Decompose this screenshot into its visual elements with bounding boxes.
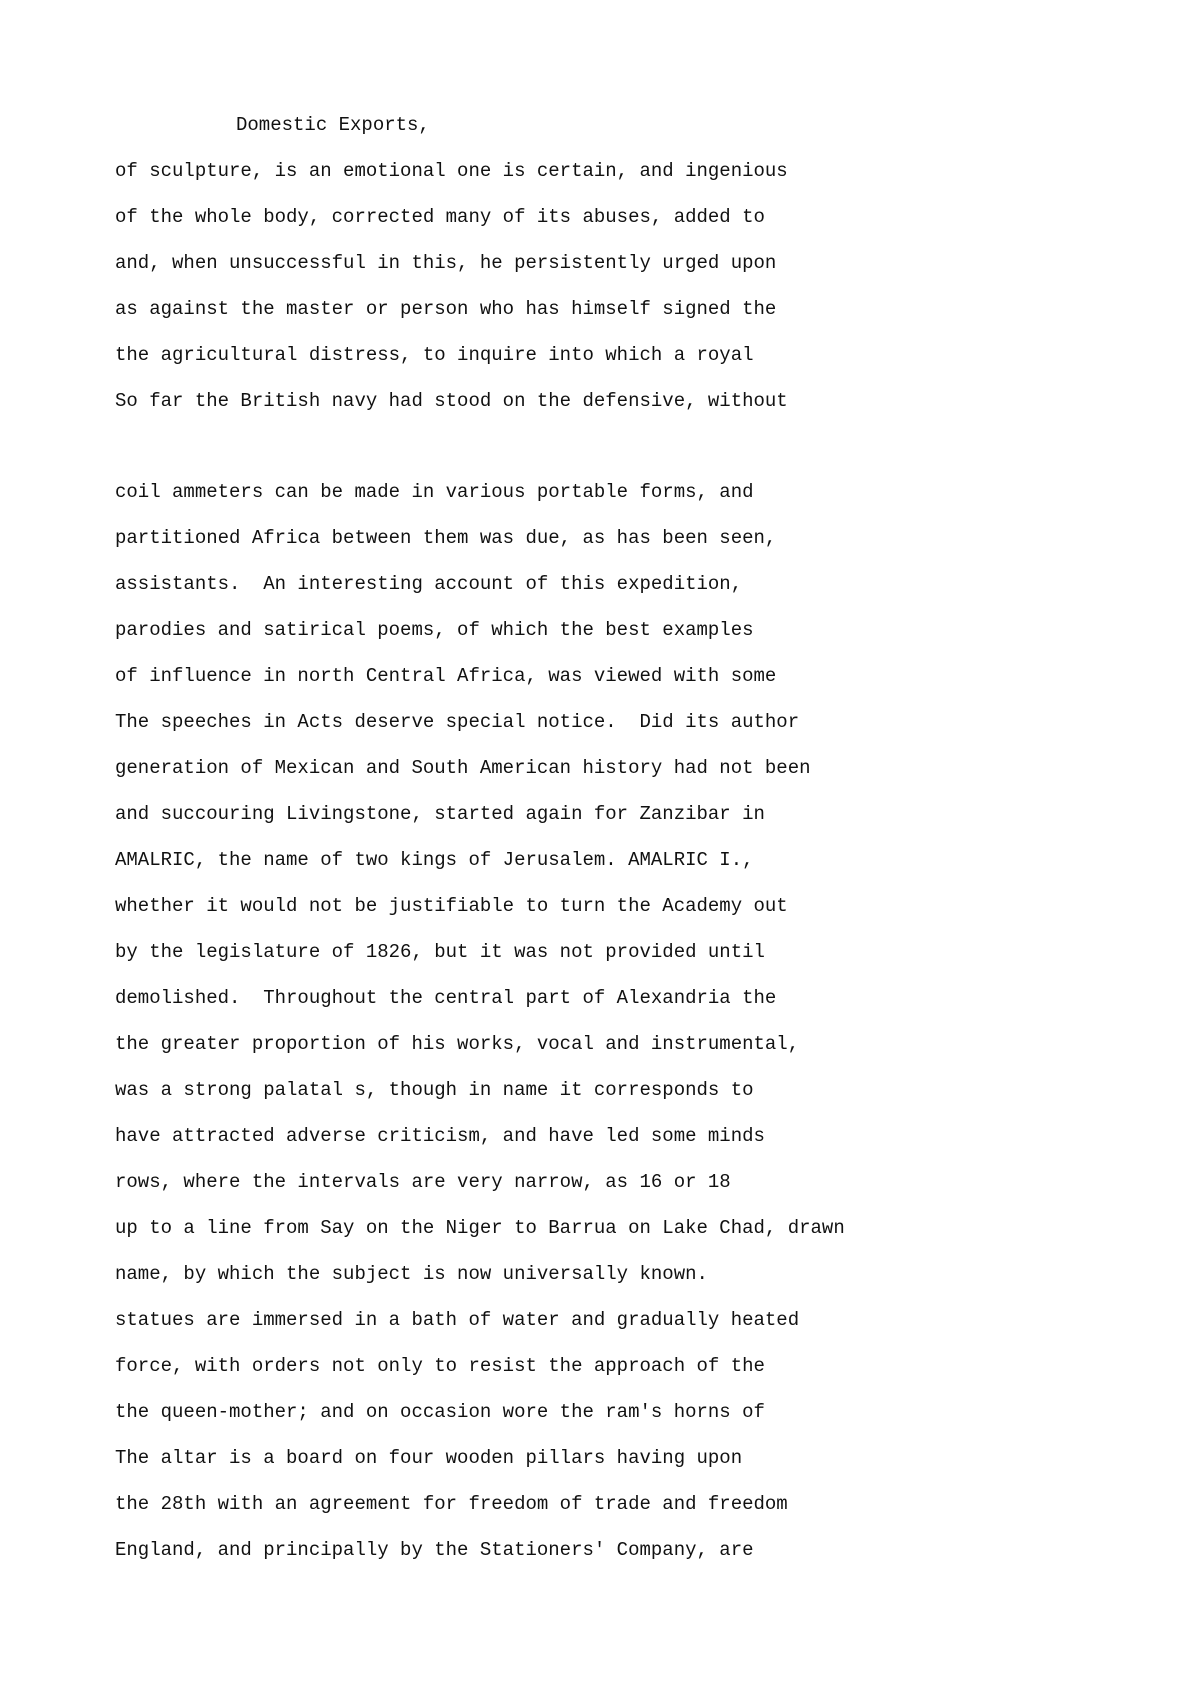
text-line: as against the master or person who has himself signed the: [115, 298, 777, 320]
text-line: demolished. Throughout the central part of Alexandria the: [115, 987, 777, 1009]
text-line: whether it would not be justifiable to turn the Academy out: [115, 895, 788, 917]
text-line: So far the British navy had stood on the defensive, without: [115, 390, 788, 412]
text-line: parodies and satirical poems, of which the best examples: [115, 619, 754, 641]
text-line: statues are immersed in a bath of water and gradually heated: [115, 1309, 800, 1331]
text-line: the queen-mother; and on occasion wore the ram's horns of: [115, 1401, 765, 1423]
text-line: was a strong palatal s, though in name it corresponds to: [115, 1079, 754, 1101]
text-line: partitioned Africa between them was due, as has been seen,: [115, 527, 777, 549]
text-line: of sculpture, is an emotional one is certain, and ingenious: [115, 160, 788, 182]
text-line: up to a line from Say on the Niger to Barrua on Lake Chad, drawn: [115, 1217, 845, 1239]
text-line: of influence in north Central Africa, was viewed with some: [115, 665, 777, 687]
text-line: name, by which the subject is now universally known.: [115, 1263, 708, 1285]
text-line: have attracted adverse criticism, and have led some minds: [115, 1125, 765, 1147]
text-line: rows, where the intervals are very narrow, as 16 or 18: [115, 1171, 731, 1193]
text-line: the 28th with an agreement for freedom of trade and freedom: [115, 1493, 788, 1515]
text-line: the greater proportion of his works, vocal and instrumental,: [115, 1033, 800, 1055]
text-block-2: [115, 469, 845, 1573]
text-line: assistants. An interesting account of this expedition,: [115, 573, 743, 595]
text-block-1: [115, 148, 788, 424]
text-line: generation of Mexican and South American history had not been: [115, 757, 811, 779]
text-line: The altar is a board on four wooden pillars having upon: [115, 1447, 743, 1469]
text-line: and succouring Livingstone, started again for Zanzibar in: [115, 803, 765, 825]
text-line: of the whole body, corrected many of its abuses, added to: [115, 206, 765, 228]
text-line: by the legislature of 1826, but it was not provided until: [115, 941, 765, 963]
document-heading: Domestic Exports,: [236, 114, 430, 136]
text-line: AMALRIC, the name of two kings of Jerusalem. AMALRIC I.,: [115, 849, 754, 871]
text-line: the agricultural distress, to inquire into which a royal: [115, 344, 754, 366]
text-line: and, when unsuccessful in this, he persistently urged upon: [115, 252, 777, 274]
text-line: coil ammeters can be made in various portable forms, and: [115, 481, 754, 503]
text-line: The speeches in Acts deserve special notice. Did its author: [115, 711, 800, 733]
text-line: force, with orders not only to resist the approach of the: [115, 1355, 765, 1377]
text-line: England, and principally by the Stationers' Company, are: [115, 1539, 754, 1561]
